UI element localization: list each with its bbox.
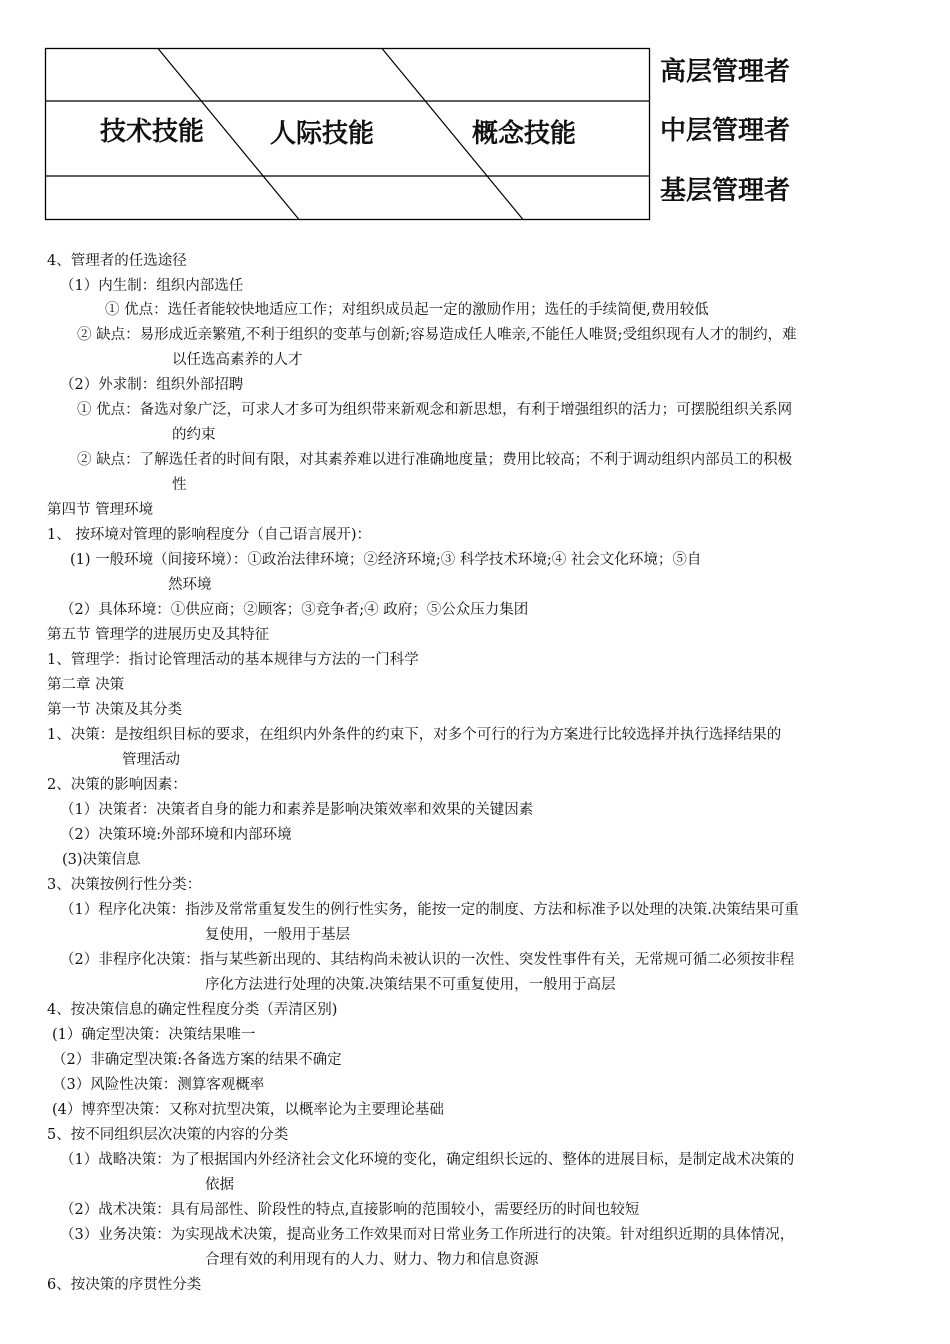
text-line: （3）业务决策：为实现战术决策，提高业务工作效果而对日常业务工作所进行的决策。针对组织近期的具体情况， bbox=[60, 1227, 795, 1243]
first-line-manager-label: 基层管理者 bbox=[660, 176, 791, 206]
text-line: （2）具体环境：①供应商；②顾客；③竞争者;④ 政府；⑤公众压力集团 bbox=[60, 602, 529, 618]
text-line: （1）程序化决策：指涉及常常重复发生的例行性实务，能按一定的制度、方法和标准予以处理的决策.决策结果可重 bbox=[60, 902, 799, 918]
section-heading: 第五节 管理学的进展历史及其特征 bbox=[47, 627, 270, 643]
text-line-continuation: 复使用，一般用于基层 bbox=[205, 927, 350, 943]
chapter-heading: 第二章 决策 bbox=[47, 677, 125, 693]
text-line: （1）决策者：决策者自身的能力和素养是影响决策效率和效果的关键因素 bbox=[60, 802, 534, 818]
text-line: （2）外求制：组织外部招聘 bbox=[60, 377, 244, 393]
text-line: ① 优点：选任者能较快地适应工作；对组织成员起一定的激励作用；选任的手续简便,费用较低 bbox=[105, 302, 709, 318]
text-line: 1、决策：是按组织目标的要求，在组织内外条件的约束下，对多个可行的行为方案进行比较选择并执行选择结果的 bbox=[47, 727, 782, 743]
text-line: 6、按决策的序贯性分类 bbox=[47, 1277, 202, 1293]
text-line: （2）非确定型决策:各备选方案的结果不确定 bbox=[52, 1052, 342, 1068]
text-line-continuation: 合理有效的利用现有的人力、财力、物力和信息资源 bbox=[205, 1252, 539, 1268]
text-line: 1、管理学：指讨论管理活动的基本规律与方法的一门科学 bbox=[47, 652, 419, 668]
text-line: （2）战术决策：具有局部性、阶段性的特点,直接影响的范围较小，需要经历的时间也较短 bbox=[60, 1202, 640, 1218]
text-line-continuation: 性 bbox=[172, 477, 187, 493]
text-line: (3)决策信息 bbox=[62, 852, 141, 868]
text-line: (1) 一般环境（间接环境）：①政治法律环境；②经济环境;③ 科学技术环境;④ 社会文化环境；⑤自 bbox=[70, 552, 702, 568]
text-line: （1）内生制：组织内部选任 bbox=[60, 278, 244, 294]
text-line: 5、按不同组织层次决策的内容的分类 bbox=[47, 1127, 289, 1143]
text-line: ① 优点：备选对象广泛，可求人才多可为组织带来新观念和新思想，有利于增强组织的活力；可摆脱组织关系网 bbox=[77, 402, 793, 418]
skills-diagram-frame bbox=[0, 0, 950, 230]
section-heading: 第四节 管理环境 bbox=[47, 502, 154, 518]
text-line: 1、 按环境对管理的影响程度分（自己语言展开)： bbox=[47, 527, 371, 543]
text-line: (1）确定型决策：决策结果唯一 bbox=[52, 1027, 256, 1043]
text-line: （2）决策环境:外部环境和内部环境 bbox=[60, 827, 292, 843]
technical-skill-label: 技术技能 bbox=[100, 117, 205, 147]
middle-manager-label: 中层管理者 bbox=[660, 116, 791, 146]
section-heading: 第一节 决策及其分类 bbox=[47, 702, 183, 718]
text-line: ② 缺点：易形成近亲繁殖,不利于组织的变革与创新;容易造成任人唯亲,不能任人唯贤;受组织现有人才的制约，难 bbox=[77, 327, 797, 343]
text-line: ② 缺点：了解选任者的时间有限，对其素养难以进行准确地度量；费用比较高；不利于调动组织内部员工的积极 bbox=[77, 452, 793, 468]
text-line: （2）非程序化决策：指与某些新出现的、其结构尚未被认识的一次性、突发性事件有关，无常规可循二必须按非程 bbox=[60, 952, 795, 968]
top-manager-label: 高层管理者 bbox=[660, 57, 791, 87]
text-line-continuation: 的约束 bbox=[172, 427, 216, 443]
text-line-continuation: 然环境 bbox=[168, 577, 212, 593]
text-line-continuation: 序化方法进行处理的决策.决策结果不可重复使用，一般用于高层 bbox=[205, 977, 616, 993]
text-line: （1）战略决策：为了根据国内外经济社会文化环境的变化，确定组织长远的、整体的进展目标，是制定战术决策的 bbox=[60, 1152, 795, 1168]
interpersonal-skill-label: 人际技能 bbox=[270, 119, 375, 149]
text-line-continuation: 依据 bbox=[205, 1177, 234, 1193]
text-line: 3、决策按例行性分类： bbox=[47, 877, 202, 893]
text-line: （3）风险性决策：测算客观概率 bbox=[52, 1077, 265, 1093]
text-line: 4、按决策信息的确定性程度分类（弄清区别) bbox=[47, 1002, 338, 1018]
section-heading: 4、管理者的任选途径 bbox=[47, 253, 187, 269]
text-line: (4）博弈型决策：又称对抗型决策，以概率论为主要理论基础 bbox=[52, 1102, 444, 1118]
skills-diagram bbox=[0, 0, 950, 230]
conceptual-skill-label: 概念技能 bbox=[472, 119, 577, 149]
text-line-continuation: 以任选高素养的人才 bbox=[172, 352, 303, 368]
text-line: 2、决策的影响因素： bbox=[47, 777, 187, 793]
text-line-continuation: 管理活动 bbox=[122, 752, 180, 768]
